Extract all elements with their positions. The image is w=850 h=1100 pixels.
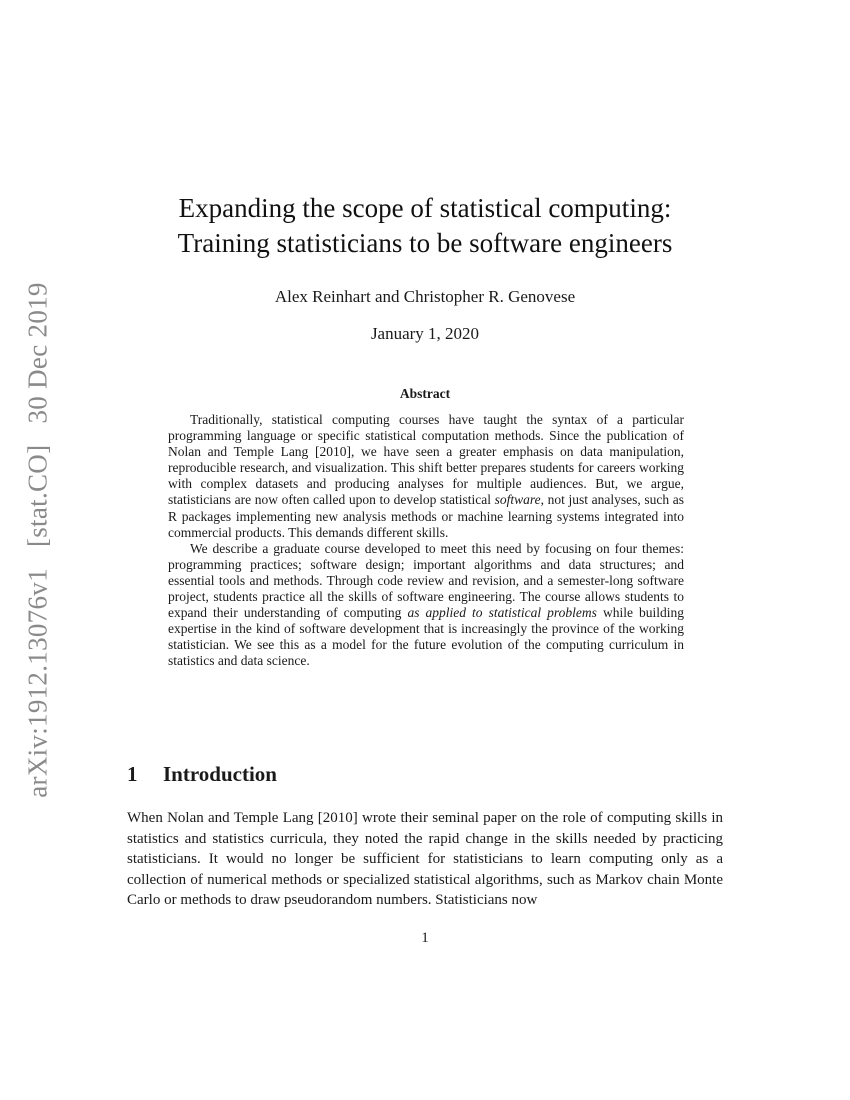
paper-title	[0, 191, 850, 261]
abstract-p2-text-b: while building expertise in the kind of software development that is increasingly the province of the working statistician. We see this as a model for the future evolution of the computing curriculum in statistics and data science.	[168, 605, 685, 669]
abstract-p2-emphasis: as applied to statistical problems	[407, 605, 597, 621]
abstract-p1-text-a: Traditionally, statistical computing courses have taught the syntax of a particular programming language or specific statistical computation methods. Since the publication of Nolan and Temple Lang [2010], we have seen a greater emphasis on data manipulation, reproducible research, and visualization. This shift better prepares students for careers working with complex datasets and producing analyses for multiple audiences. But, we argue, statisticians are now often called upon to develop statistical	[168, 412, 684, 508]
abstract-p1-emphasis: software	[494, 492, 541, 508]
arxiv-identifier-stamp	[23, 275, 54, 804]
arxiv-category: [stat.CO]	[22, 444, 53, 548]
title-line-1: Expanding the scope of statistical computing:	[178, 193, 672, 223]
authors: Alex Reinhart and Christopher R. Genovese	[274, 287, 576, 306]
title-line-2: Training statisticians to be software engineers	[177, 228, 673, 258]
arxiv-id: arXiv:1912.13076v1	[22, 568, 53, 798]
abstract-p1-text-b: , not just analyses, such as R packages implementing new analysis methods or machine learning systems integrated into commercial products. This demands different skills.	[168, 492, 684, 540]
publication-date: January 1, 2020	[370, 324, 480, 343]
abstract-p2-text-a: We describe a graduate course developed to meet this need by focusing on four themes: programming practices; software design; important algorithms and data structures; and essential tools and methods. Through code review and revision, and a semester-long software project, students practice all the skills of software engineering. The course allows students to expand their understanding of computing	[168, 540, 684, 621]
abstract-paragraph-2	[168, 541, 684, 670]
page-number: 1	[421, 930, 429, 946]
abstract-paragraph-1	[168, 412, 684, 541]
section-title: Introduction	[163, 762, 277, 786]
arxiv-date: 30 Dec 2019	[22, 282, 53, 424]
abstract-heading: Abstract	[399, 386, 451, 401]
section-heading-introduction	[127, 762, 277, 787]
abstract-body	[168, 412, 684, 670]
introduction-paragraph: When Nolan and Temple Lang [2010] wrote their seminal paper on the role of computing skills in statistics and statistics curricula, they noted the rapid change in the skills needed by practicing statisticians. It would no longer be sufficient for statisticians to learn computing only as a collection of numerical methods or specialized statistical algorithms, such as Markov chain Monte Carlo or methods to draw pseudorandom numbers. Statisticians now	[127, 810, 723, 909]
section-number: 1	[127, 762, 138, 786]
